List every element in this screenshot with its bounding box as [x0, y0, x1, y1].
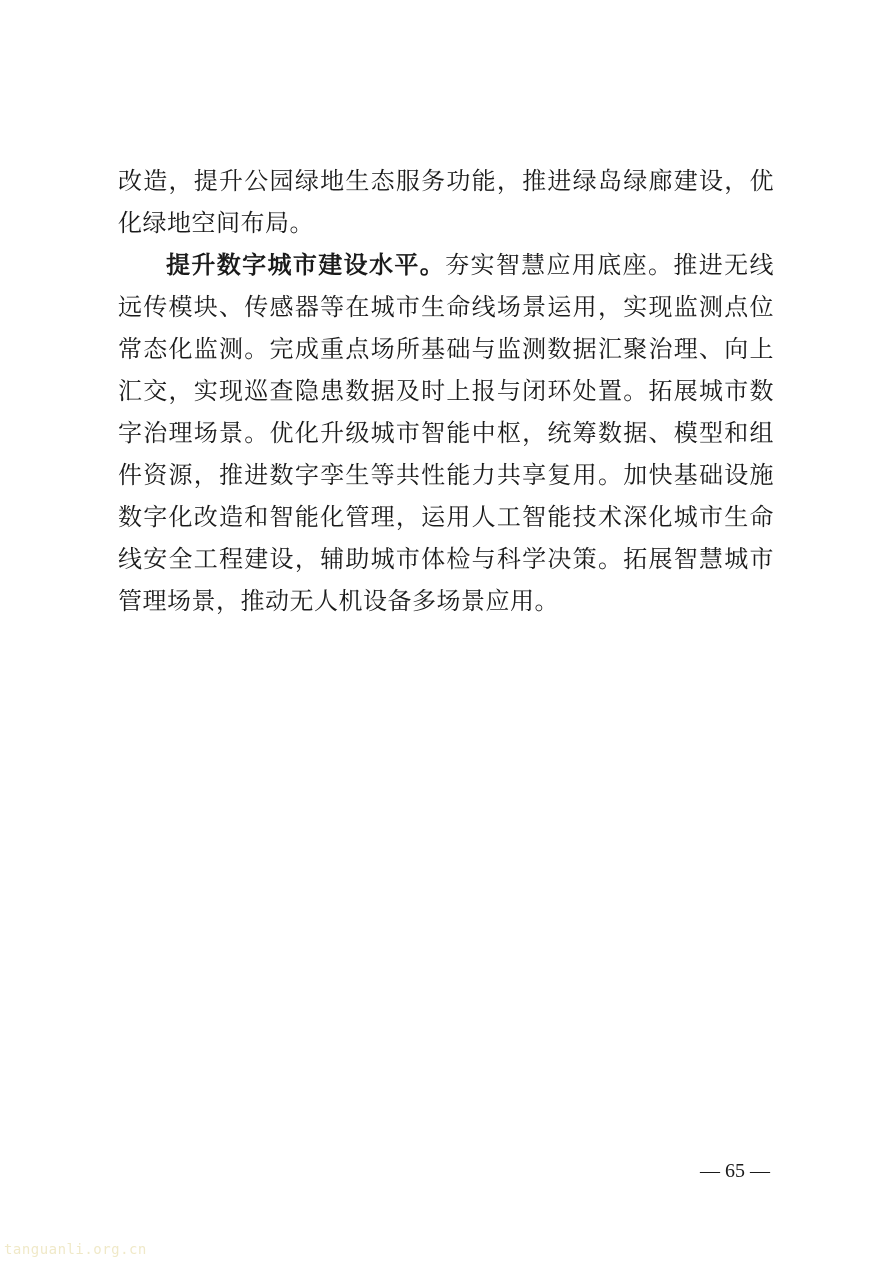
paragraph-continuation: 改造，提升公园绿地生态服务功能，推进绿岛绿廊建设，优化绿地空间布局。	[118, 167, 774, 237]
watermark: tanguanli.org.cn	[4, 1242, 147, 1258]
paragraph-digital-city	[118, 244, 774, 622]
page-number: — 65 —	[700, 1160, 770, 1182]
paragraph-lead-heading: 提升数字城市建设水平。	[166, 251, 446, 279]
paragraph-body-text: 夯实智慧应用底座。推进无线远传模块、传感器等在城市生命线场景运用，实现监测点位常态化监测。完成重点场所基础与监测数据汇聚治理、向上汇交，实现巡查隐患数据及时上报与闭环处置。拓展城市数字治理场景。优化升级城市智能中枢，统筹数据、模型和组件资源，推进数字孪生等共性能力共享复用。加快基础设施数字化改造和智能化管理，运用人工智能技术深化城市生命线安全工程建设，辅助城市体检与科学决策。拓展智慧城市管理场景，推动无人机设备多场景应用。	[118, 251, 775, 615]
document-body	[118, 160, 774, 622]
